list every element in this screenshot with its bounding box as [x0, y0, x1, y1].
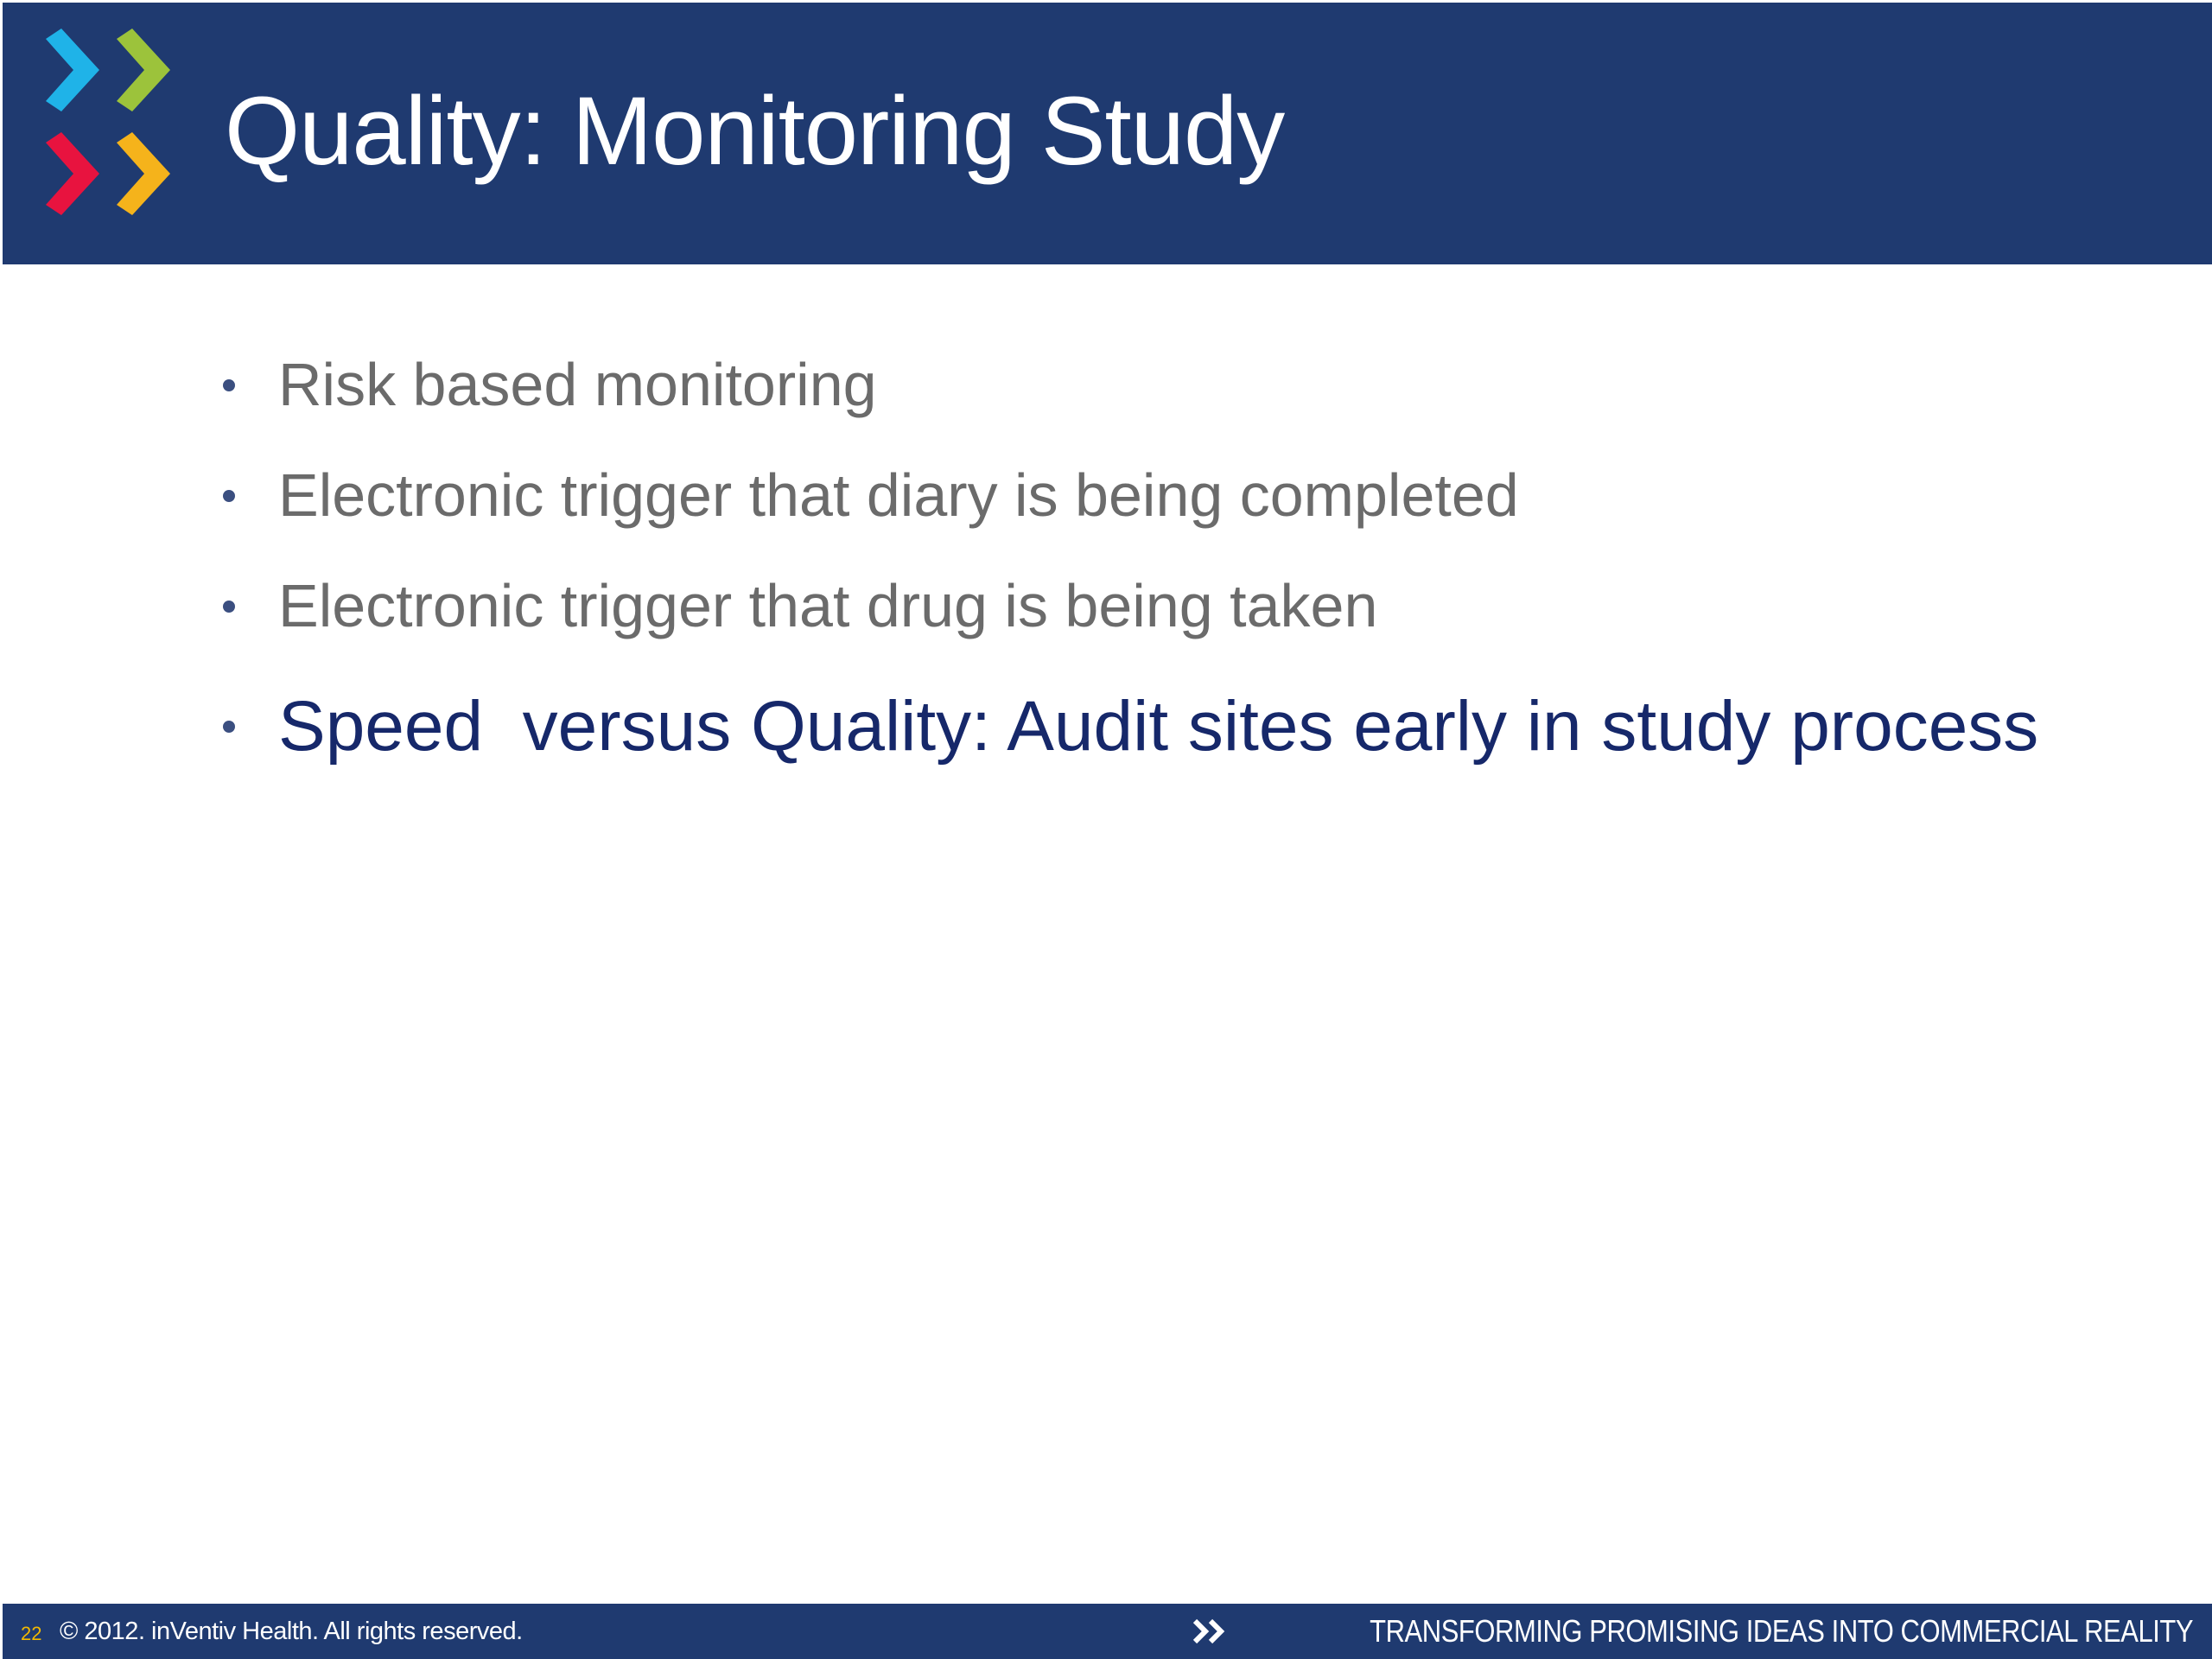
bullet-dot-icon [223, 601, 235, 613]
header-bar [3, 3, 2212, 264]
bullet-dot-icon [223, 379, 235, 391]
bullet-item [216, 567, 2038, 677]
bullet-text: Risk based monitoring [278, 351, 877, 418]
four-chevrons-logo-icon [37, 29, 193, 236]
bullet-text: Speed versus Quality: Audit sites early in study process [278, 687, 2039, 766]
tagline-text: TRANSFORMING PROMISING IDEAS INTO COMMERCIAL REALITY [1370, 1613, 2193, 1649]
footer-bar [3, 1604, 2212, 1659]
bullet-item [216, 346, 2038, 456]
bullet-dot-icon [223, 721, 235, 733]
slide-title: Quality: Monitoring Study [225, 77, 1285, 185]
bullet-item-emphasis [216, 679, 2038, 783]
page-number: 22 [21, 1623, 42, 1644]
tagline [1192, 1612, 2193, 1650]
bullet-item [216, 456, 2038, 567]
bullet-dot-icon [223, 490, 235, 502]
bullet-text: Electronic trigger that drug is being taken [278, 572, 1378, 639]
double-chevron-icon [1192, 1618, 1229, 1644]
copyright-text: © 2012. inVentiv Health. All rights reserved. [60, 1618, 523, 1645]
bullet-text: Electronic trigger that diary is being completed [278, 461, 1519, 529]
bullet-list [216, 346, 2038, 783]
